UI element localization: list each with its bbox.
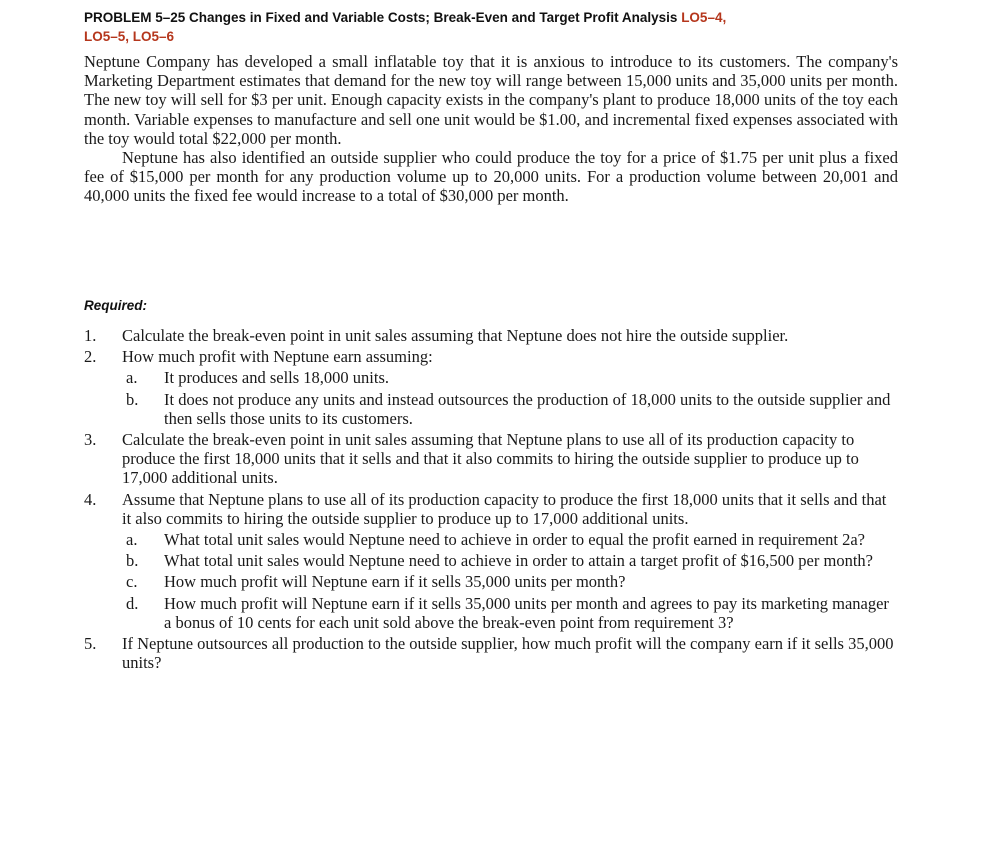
requirement-2b (84, 390, 898, 428)
sub-text: What total unit sales would Neptune need to achieve in order to equal the profit earned in requirement 2a? (164, 530, 865, 550)
requirement-4 (84, 490, 898, 528)
requirement-text: If Neptune outsources all production to the outside supplier, how much profit will the company earn if it sells 35,000 units? (122, 634, 894, 673)
requirement-number: 2. (84, 347, 97, 367)
sub-text: How much profit will Neptune earn if it sells 35,000 units per month and agrees to pay its marketing manager a bonus of 10 cents for each unit sold above the break-even point from requirement 3? (164, 593, 889, 632)
requirement-4b (84, 551, 898, 570)
sub-letter: a. (126, 368, 138, 388)
requirement-4d (84, 594, 898, 632)
requirement-number: 4. (84, 489, 97, 509)
requirement-text: Calculate the break-even point in unit sales assuming that Neptune does not hire the outside supplier. (122, 326, 789, 345)
requirement-text: How much profit with Neptune earn assuming: (122, 347, 433, 367)
required-label: Required: (84, 298, 148, 313)
requirements-list (84, 326, 898, 674)
requirement-text: Assume that Neptune plans to use all of its production capacity to produce the first 18,000 units that it sells and that it also commits to hiring the outside supplier to produce up to 17,000 additional units. (122, 489, 887, 528)
requirement-4c (84, 572, 898, 591)
sub-letter: a. (126, 530, 138, 550)
sub-text: It produces and sells 18,000 units. (164, 368, 390, 388)
requirement-5 (84, 634, 898, 672)
problem-heading (84, 8, 964, 46)
requirement-number: 1. (84, 326, 97, 345)
problem-title: PROBLEM 5–25 Changes in Fixed and Variable Costs; Break-Even and Target Profit Analysis (84, 10, 678, 25)
requirement-2 (84, 347, 898, 366)
sub-text: How much profit will Neptune earn if it sells 35,000 units per month? (164, 572, 626, 592)
sub-text: It does not produce any units and instead outsources the production of 18,000 units to the outside supplier and then sells those units to its customers. (164, 389, 891, 428)
requirement-1 (84, 326, 898, 345)
problem-description (84, 52, 898, 206)
requirement-2a (84, 368, 898, 387)
learning-objectives-line2: LO5–5, LO5–6 (84, 29, 175, 44)
learning-objectives-line1: LO5–4, (681, 10, 727, 25)
sub-text: What total unit sales would Neptune need to achieve in order to attain a target profit of $16,500 per month? (164, 551, 873, 571)
requirement-number: 3. (84, 430, 97, 450)
requirement-3 (84, 430, 898, 488)
paragraph-supplier: Neptune has also identified an outside supplier who could produce the toy for a price of $1.75 per unit plus a fixed fee of $15,000 per month for any production volume up to 20,000 units. For a production volume between 20,001 and 40,000 units the fixed fee would increase to a total of $30,000 per month. (84, 148, 898, 206)
requirement-4a (84, 530, 898, 549)
sub-letter: d. (126, 593, 139, 613)
sub-letter: b. (126, 389, 139, 409)
paragraph-intro: Neptune Company has developed a small inflatable toy that it is anxious to introduce to its customers. The company's Marketing Department estimates that demand for the new toy will range between 15,000 units and 35,000 units per month. The new toy will sell for $3 per unit. Enough capacity exists in the company's plant to produce 18,000 units of the toy each month. Variable expenses to manufacture and sell one unit would be $1.00, and incremental fixed expenses associated with the toy would total $22,000 per month. (84, 52, 898, 148)
sub-letter: b. (126, 551, 139, 571)
requirement-number: 5. (84, 634, 97, 654)
sub-letter: c. (126, 572, 138, 592)
requirement-text: Calculate the break-even point in unit sales assuming that Neptune plans to use all of its production capacity to produce the first 18,000 units that it sells and that it also commits to hiring the outside supplier to produce up to 17,000 additional units. (122, 430, 859, 488)
